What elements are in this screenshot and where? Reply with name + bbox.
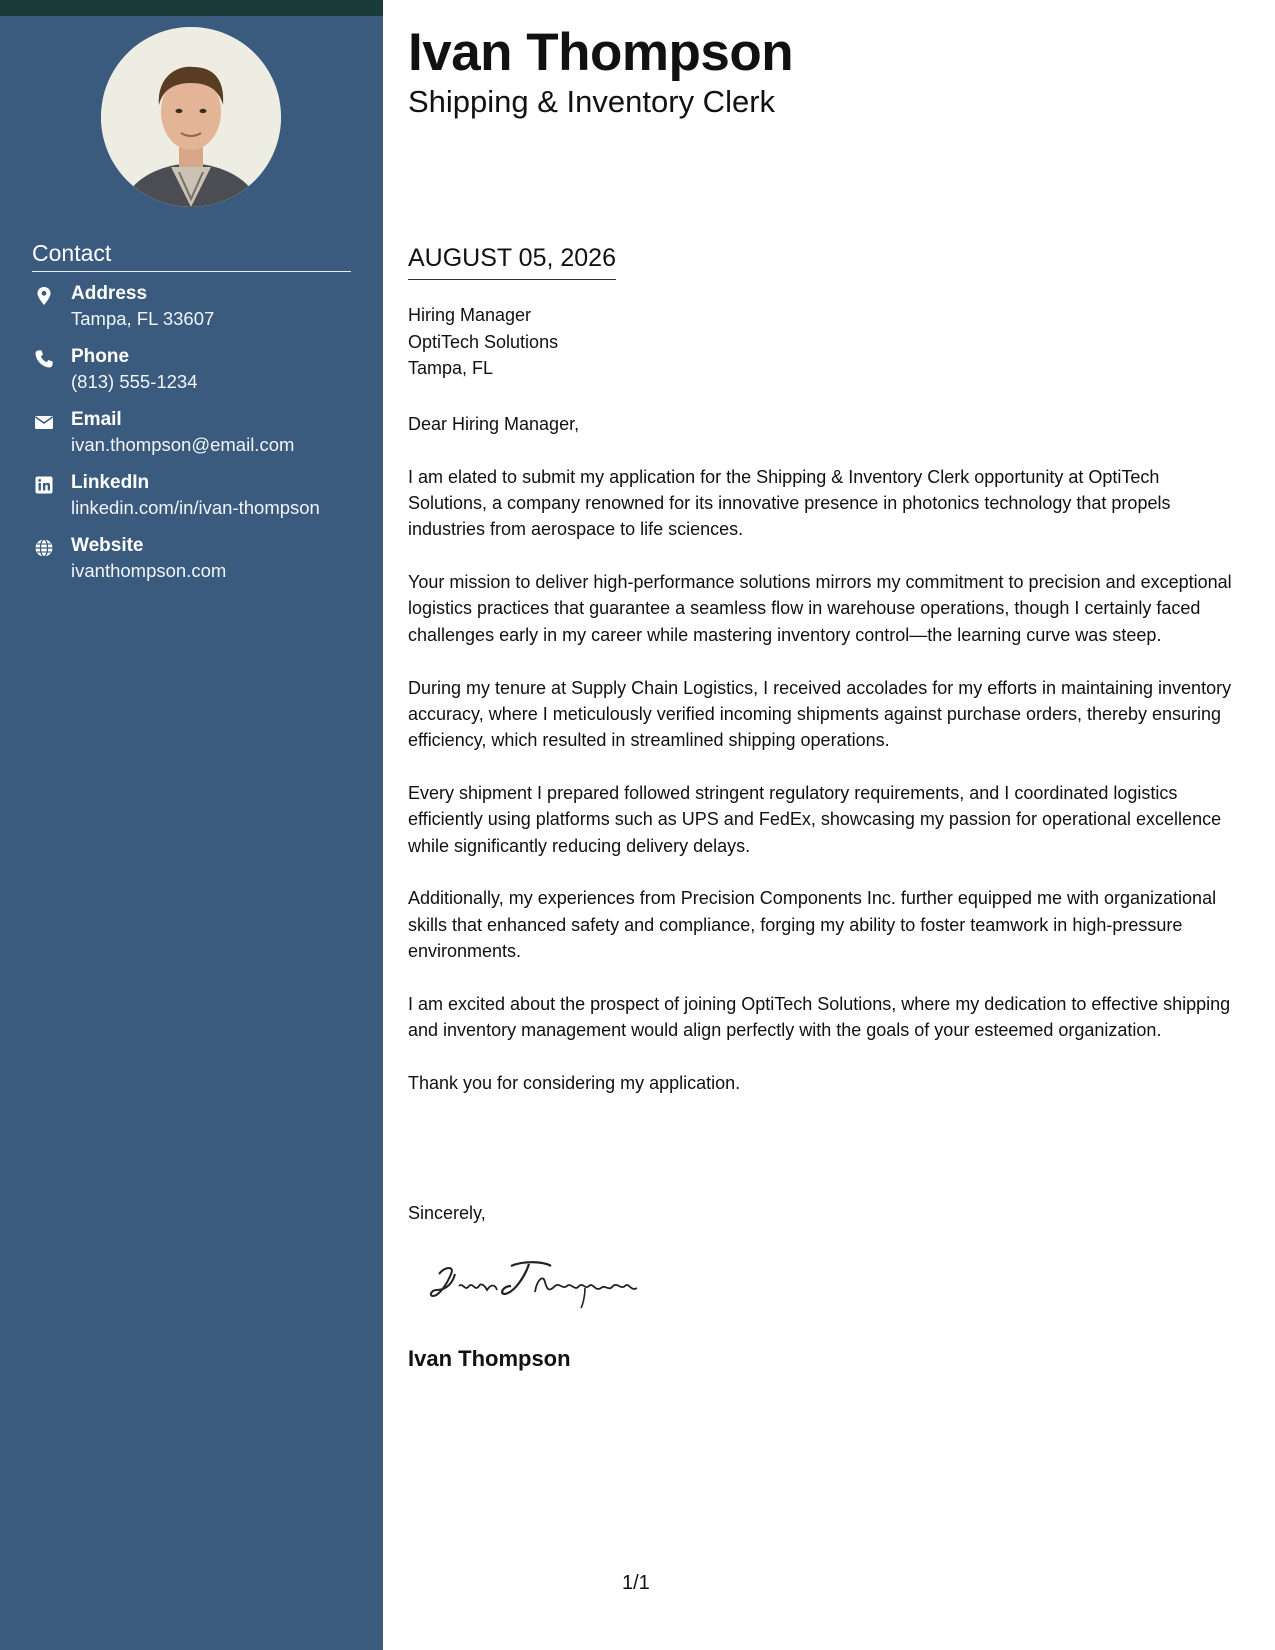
contact-item-address [32,283,372,346]
sidebar [0,0,383,1650]
contact-item-linkedin [32,472,372,535]
recipient-block [408,302,558,382]
contact-item-phone [32,346,372,409]
signer-name: Ivan Thompson [408,1346,571,1371]
phone-icon [34,349,54,369]
letter-paragraph: During my tenure at Supply Chain Logistics, I received accolades for my efforts in maintaining inventory accuracy, where I meticulously verified incoming shipments against purchase orders, thereby ensuring efficiency, which resulted in streamlined shipping operations. [408,677,1232,751]
contact-label: Email [71,409,122,430]
recipient-line: Hiring Manager [408,305,532,325]
contact-value: Tampa, FL 33607 [71,308,215,329]
recipient-line: Tampa, FL [408,358,494,378]
map-pin-icon [34,286,54,306]
contact-label: Address [71,283,148,304]
letter-paragraph: I am elated to submit my application for the Shipping & Inventory Clerk opportunity at OptiTech Solutions, a company renowned for its innovative presence in photonics technology that propels industries from aerospace to life sciences. [408,466,1171,540]
salutation: Dear Hiring Manager, [408,414,580,434]
closing: Sincerely, [408,1203,486,1223]
contact-label: LinkedIn [71,472,150,493]
letter-date: AUGUST 05, 2026 [408,244,616,280]
applicant-name: Ivan Thompson [408,23,794,82]
contact-value: ivanthompson.com [71,560,227,581]
recipient-line: OptiTech Solutions [408,331,559,352]
contact-value: (813) 555-1234 [71,371,198,392]
letter-paragraph: Your mission to deliver high-performance solutions mirrors my commitment to precision and exceptional logistics practices that guarantee a seamless flow in warehouse operations, though I certainly faced challenges early in my career while mastering inventory control—the learning curve was steep. [408,572,1232,645]
letter-paragraph: I am excited about the prospect of joining OptiTech Solutions, where my dedication to effective shipping and inventory management would align perfectly with the goals of your esteemed organization. [408,993,1231,1041]
globe-icon [34,538,54,558]
contact-heading: Contact [32,240,351,272]
envelope-icon [34,412,54,432]
contact-list [32,283,372,598]
contact-item-website [32,535,372,598]
page-number: 1/1 [622,1572,650,1594]
job-title: Shipping & Inventory Clerk [408,84,776,119]
letter-body [408,411,1238,1123]
contact-item-email [32,409,372,472]
contact-value: linkedin.com/in/ivan-thompson [71,497,320,518]
profile-photo [101,27,281,207]
contact-value: ivan.thompson@email.com [71,434,295,455]
letter-paragraph: Additionally, my experiences from Precision Components Inc. further equipped me with organizational skills that enhanced safety and compliance, forging my ability to foster teamwork in high-pressure environments. [408,888,1217,961]
sidebar-top-bar [0,0,383,16]
linkedin-icon [34,475,54,495]
contact-label: Phone [71,346,130,367]
letter-paragraph: Thank you for considering my application. [408,1072,741,1093]
signature-image [425,1252,665,1312]
letter-paragraph: Every shipment I prepared followed stringent regulatory requirements, and I coordinated logistics efficiently using platforms such as UPS and FedEx, showcasing my passion for operational excellence while significantly reducing delivery delays. [408,782,1222,856]
contact-label: Website [71,535,144,556]
